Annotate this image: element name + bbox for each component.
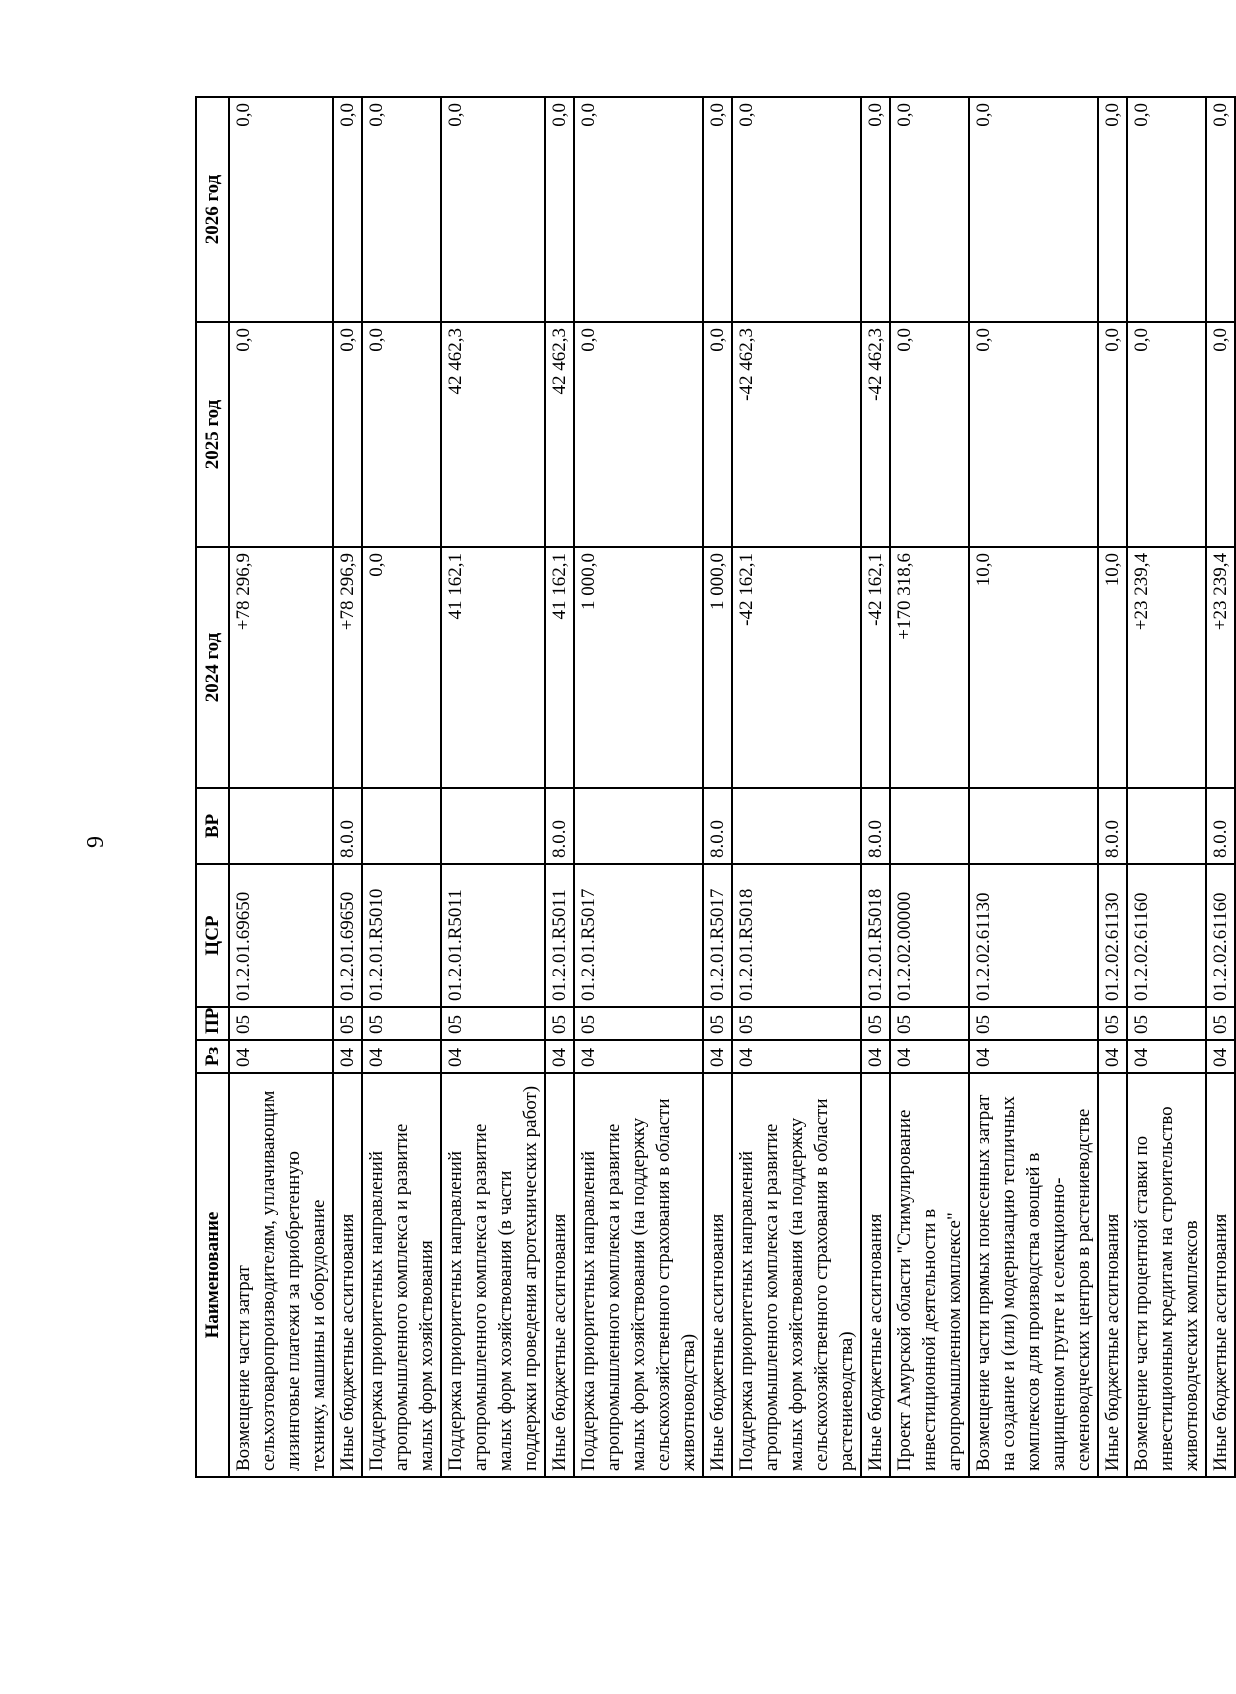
cell-2024: 0,0 [362, 547, 441, 788]
table-row [969, 97, 1098, 1477]
cell-rz: 04 [574, 1040, 703, 1073]
cell-2026: 0,0 [333, 97, 362, 322]
table-row [545, 97, 574, 1477]
header-2025: 2025 год [196, 322, 229, 547]
header-rz: Рз [196, 1040, 229, 1073]
cell-csr: 01.2.02.61160 [1127, 864, 1206, 1007]
cell-rz: 04 [362, 1040, 441, 1073]
cell-pr: 05 [545, 1007, 574, 1040]
cell-csr: 01.2.02.61160 [1206, 864, 1235, 1007]
table-row [732, 97, 861, 1477]
cell-name: Возмещение части прямых понесенных затрат на создание и (или) модернизацию тепличных комплексов для производства овощей в защищенном грунте и селекционно-семеноводческих центров в растениеводстве [969, 1073, 1098, 1477]
cell-vr [969, 788, 1098, 864]
table-row [574, 97, 703, 1477]
cell-2025: -42 462,3 [861, 322, 890, 547]
cell-2025: 0,0 [890, 322, 969, 547]
cell-vr: 8.0.0 [861, 788, 890, 864]
cell-pr: 05 [441, 1007, 545, 1040]
cell-csr: 01.2.01.R5010 [362, 864, 441, 1007]
header-name: Наименование [196, 1073, 229, 1477]
cell-2024: +23 239,4 [1127, 547, 1206, 788]
cell-2024: 10,0 [1098, 547, 1127, 788]
cell-rz: 04 [333, 1040, 362, 1073]
table-row [890, 97, 969, 1477]
cell-pr: 05 [1206, 1007, 1235, 1040]
cell-name: Поддержка приоритетных направлений агропромышленного комплекса и развитие малых форм хозяйствования (на поддержку сельскохозяйственного страхования в области растениеводства) [732, 1073, 861, 1477]
header-2026: 2026 год [196, 97, 229, 322]
cell-name: Поддержка приоритетных направлений агропромышленного комплекса и развитие малых форм хозяйствования (в части поддержки проведения агротехнических работ) [441, 1073, 545, 1477]
cell-vr [890, 788, 969, 864]
cell-2025: 0,0 [1127, 322, 1206, 547]
cell-pr: 05 [333, 1007, 362, 1040]
cell-pr: 05 [229, 1007, 333, 1040]
cell-rz: 04 [1127, 1040, 1206, 1073]
cell-2026: 0,0 [545, 97, 574, 322]
cell-vr: 8.0.0 [333, 788, 362, 864]
cell-vr [1127, 788, 1206, 864]
table-row [703, 97, 732, 1477]
cell-rz: 04 [732, 1040, 861, 1073]
cell-name: Иные бюджетные ассигнования [333, 1073, 362, 1477]
cell-csr: 01.2.01.69650 [333, 864, 362, 1007]
cell-2026: 0,0 [703, 97, 732, 322]
cell-csr: 01.2.01.R5011 [441, 864, 545, 1007]
cell-vr: 8.0.0 [1206, 788, 1235, 864]
cell-2025: -42 462,3 [732, 322, 861, 547]
cell-2026: 0,0 [441, 97, 545, 322]
cell-2026: 0,0 [362, 97, 441, 322]
cell-csr: 01.2.01.R5018 [732, 864, 861, 1007]
cell-vr [732, 788, 861, 864]
cell-2025: 0,0 [969, 322, 1098, 547]
cell-2025: 0,0 [1206, 322, 1235, 547]
cell-csr: 01.2.02.00000 [890, 864, 969, 1007]
cell-rz: 04 [861, 1040, 890, 1073]
cell-rz: 04 [229, 1040, 333, 1073]
cell-name: Иные бюджетные ассигнования [703, 1073, 732, 1477]
header-2024: 2024 год [196, 547, 229, 788]
cell-vr [574, 788, 703, 864]
cell-name: Возмещение части затрат сельхозтоваропроизводителям, уплачивающим лизинговые платежи за приобретенную технику, машины и оборудование [229, 1073, 333, 1477]
cell-2026: 0,0 [969, 97, 1098, 322]
cell-pr: 05 [362, 1007, 441, 1040]
header-csr: ЦСР [196, 864, 229, 1007]
cell-name: Поддержка приоритетных направлений агропромышленного комплекса и развитие малых форм хозяйствования [362, 1073, 441, 1477]
table-row [861, 97, 890, 1477]
table-row [1127, 97, 1206, 1477]
table-row [333, 97, 362, 1477]
cell-csr: 01.2.01.R5017 [574, 864, 703, 1007]
budget-table [195, 96, 1236, 1478]
cell-name: Иные бюджетные ассигнования [861, 1073, 890, 1477]
cell-name: Возмещение части процентной ставки по инвестиционным кредитам на строительство животноводческих комплексов [1127, 1073, 1206, 1477]
cell-2026: 0,0 [229, 97, 333, 322]
cell-2026: 0,0 [732, 97, 861, 322]
table-row [441, 97, 545, 1477]
cell-csr: 01.2.02.61130 [1098, 864, 1127, 1007]
header-pr: ПР [196, 1007, 229, 1040]
cell-2025: 0,0 [574, 322, 703, 547]
cell-pr: 05 [732, 1007, 861, 1040]
cell-name: Иные бюджетные ассигнования [1098, 1073, 1127, 1477]
cell-2024: 41 162,1 [441, 547, 545, 788]
cell-pr: 05 [890, 1007, 969, 1040]
cell-csr: 01.2.01.69650 [229, 864, 333, 1007]
cell-rz: 04 [1206, 1040, 1235, 1073]
cell-2026: 0,0 [861, 97, 890, 322]
cell-2024: 1 000,0 [574, 547, 703, 788]
cell-2026: 0,0 [574, 97, 703, 322]
cell-2025: 0,0 [229, 322, 333, 547]
cell-name: Проект Амурской области "Стимулирование инвестиционной деятельности в агропромышленном комплексе" [890, 1073, 969, 1477]
table-row [362, 97, 441, 1477]
cell-pr: 05 [1127, 1007, 1206, 1040]
cell-csr: 01.2.01.R5017 [703, 864, 732, 1007]
cell-2026: 0,0 [1098, 97, 1127, 322]
cell-name: Поддержка приоритетных направлений агропромышленного комплекса и развитие малых форм хозяйствования (на поддержку сельскохозяйственного страхования в области животноводства) [574, 1073, 703, 1477]
cell-2024: 1 000,0 [703, 547, 732, 788]
cell-2024: 41 162,1 [545, 547, 574, 788]
header-row [196, 97, 229, 1477]
cell-2025: 0,0 [333, 322, 362, 547]
cell-pr: 05 [969, 1007, 1098, 1040]
budget-table-container [195, 98, 1231, 1478]
cell-2026: 0,0 [890, 97, 969, 322]
cell-2026: 0,0 [1206, 97, 1235, 322]
cell-rz: 04 [890, 1040, 969, 1073]
cell-rz: 04 [703, 1040, 732, 1073]
cell-2025: 0,0 [1098, 322, 1127, 547]
cell-2024: -42 162,1 [861, 547, 890, 788]
cell-vr: 8.0.0 [1098, 788, 1127, 864]
cell-pr: 05 [861, 1007, 890, 1040]
cell-2025: 0,0 [703, 322, 732, 547]
table-row [1206, 97, 1235, 1477]
cell-vr: 8.0.0 [545, 788, 574, 864]
cell-vr [362, 788, 441, 864]
header-vr: ВР [196, 788, 229, 864]
cell-2025: 42 462,3 [441, 322, 545, 547]
page-number: 9 [83, 836, 109, 848]
cell-rz: 04 [545, 1040, 574, 1073]
cell-2024: +170 318,6 [890, 547, 969, 788]
cell-rz: 04 [969, 1040, 1098, 1073]
table-body [229, 97, 1235, 1477]
cell-csr: 01.2.01.R5018 [861, 864, 890, 1007]
table-row [1098, 97, 1127, 1477]
cell-rz: 04 [1098, 1040, 1127, 1073]
cell-vr: 8.0.0 [703, 788, 732, 864]
cell-vr [229, 788, 333, 864]
cell-2024: -42 162,1 [732, 547, 861, 788]
cell-csr: 01.2.02.61130 [969, 864, 1098, 1007]
cell-2024: 10,0 [969, 547, 1098, 788]
cell-2024: +78 296,9 [333, 547, 362, 788]
cell-pr: 05 [574, 1007, 703, 1040]
cell-2024: +78 296,9 [229, 547, 333, 788]
cell-name: Иные бюджетные ассигнования [1206, 1073, 1235, 1477]
cell-rz: 04 [441, 1040, 545, 1073]
cell-2026: 0,0 [1127, 97, 1206, 322]
cell-pr: 05 [703, 1007, 732, 1040]
cell-pr: 05 [1098, 1007, 1127, 1040]
cell-vr [441, 788, 545, 864]
cell-2025: 42 462,3 [545, 322, 574, 547]
cell-name: Иные бюджетные ассигнования [545, 1073, 574, 1477]
cell-2024: +23 239,4 [1206, 547, 1235, 788]
table-row [229, 97, 333, 1477]
cell-csr: 01.2.01.R5011 [545, 864, 574, 1007]
cell-2025: 0,0 [362, 322, 441, 547]
